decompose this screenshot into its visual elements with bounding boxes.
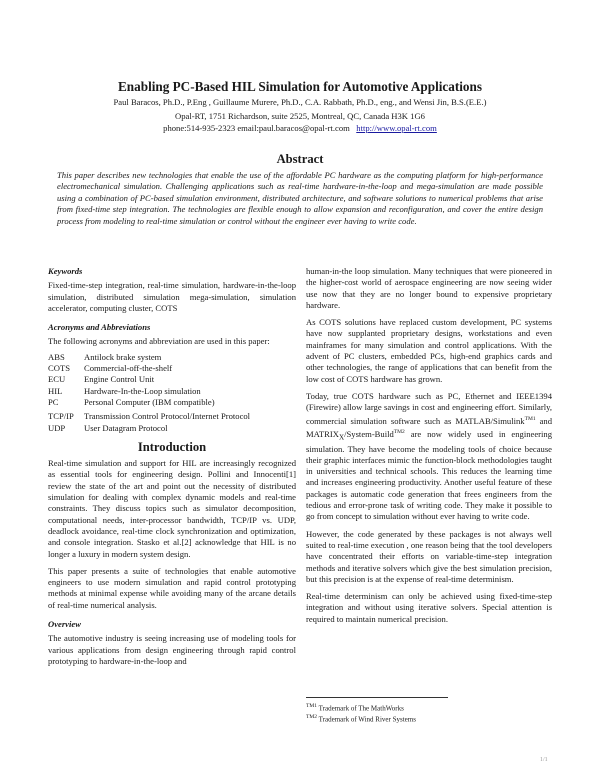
acronym-def: User Datagram Protocol [84, 422, 168, 433]
body-paragraph-3 [306, 391, 552, 523]
acronyms-intro: The following acronyms and abbreviation are used in this paper: [48, 336, 270, 347]
acronym-list [48, 352, 296, 434]
trademark-1-sup: TM1 [524, 415, 536, 422]
affiliation-contact-line [0, 123, 600, 135]
acronym-row [48, 352, 296, 363]
acronym-abbr: ABS [48, 351, 65, 362]
acronym-row [48, 386, 296, 397]
introduction-paragraph-2: This paper presents a suite of technologies that enable automotive engineers to use modern simulation and rapid control prototyping methods at minimal expense while avoiding many of the arcane details of real-time numerical analysis. [48, 565, 296, 610]
overview-heading: Overview [48, 619, 81, 630]
body-paragraph-1: human-in-the loop simulation. Many techniques that were pioneered in the higher-cost world of aerospace engineering are now seeing wider use now that they are no longer bound to expensive proprietary hardware. [306, 266, 552, 310]
acronym-abbr: ECU [48, 374, 66, 385]
author-list: Paul Baracos, Ph.D., P.Eng , Guillaume Murere, Ph.D., C.A. Rabbath, Ph.D., eng., and Wensi Jin, B.S.(E.E.) [113, 97, 487, 107]
acronym-abbr: UDP [48, 422, 66, 433]
acronym-abbr: PC [48, 396, 59, 407]
trademark-2-sup: TM2 [393, 428, 405, 435]
acronym-abbr: TCP/IP [48, 411, 74, 422]
paragraph-3-text-b: and MATRIX [306, 415, 553, 439]
contact-info: phone:514-935-2323 email:paul.baracos@opal-rt.com [163, 122, 350, 133]
page-number: 1/1 [540, 757, 548, 763]
introduction-paragraph-1: Real-time simulation and support for HIL are increasingly recognized as essential tools for engineering design. Pollini and Innocenti[1] review the state of the art and point out the necessity of distributed simulation for dealing with complex dynamic models and real-time constraints. They discuss topics such as simulator decomposition, computational needs, inter-processor bandwidth, TCP/IP vs. UDP, deadlock avoidance, real-time clock synchronization and optimization, and console integration. Stasko et al.[2] acknowledge that HIL is no longer a luxury in modern system design. [48, 458, 296, 559]
body-paragraph-4: However, the code generated by these packages is not always well suited to real-time execution , one reason being that the tool developers have concentrated their efforts on variable-time-step integration methods and iterative solvers which give the best simulation precision, but this precision is at the expense of real-time determinism. [306, 528, 552, 584]
abstract-text: This paper describes new technologies that enable the use of the affordable PC hardware as the computing platform for high-performance electromechanical simulation. Challenging applications such as real-time hardware-in-the-loop and mega-simulation are made possible using a combination of PC-based simulation environment, distributed architecture, and software solutions to numerical problems that arise from fixed-time step integration. The technologies are flexible enough to allow expansion and reconfiguration, and cover the entire design process from modeling to real-time simulation or control without the engineer ever having to write code. [57, 170, 543, 226]
body-paragraph-5: Real-time determinism can only be achieved using fixed-time-step integration and without using iterative solvers. Special attention is required to maintain numerical precision. [306, 591, 552, 624]
overview-paragraph-1: The automotive industry is seeing increasing use of modeling tools for various applications from design engineering through rapid control prototyping to hardware-in-the-loop and [48, 633, 296, 666]
acronym-row [48, 363, 296, 374]
footnotes [306, 702, 416, 725]
matrix-subscript: X [338, 433, 345, 442]
affiliation-block [0, 111, 600, 134]
footnote-text: Trademark of Wind River Systems [317, 715, 416, 724]
acronym-row [48, 423, 296, 434]
footnote-mark: TM1 [306, 703, 317, 709]
acronym-def: Antilock brake system [84, 351, 162, 362]
acronym-def: Engine Control Unit [84, 374, 155, 385]
keywords-text: Fixed-time-step integration, real-time simulation, hardware-in-the-loop simulation, distributed simulation mega-simulation, simulation accelerator, computing cluster, COTS [48, 280, 296, 313]
paragraph-3-text-d: are now widely used in engineering simulation. They have become the modeling tools of choice because their graphic interfaces mimic the function-block methodologies taught in universities and technical schools. This reduces the learning time and increases engineering productivity. Another useful feature of these packages is automatic code generation that frees engineers from the tedious and error-prone task of writing code. They make it possible to go from concept to simulation without ever having to write code. [306, 428, 552, 522]
affiliation-address: Opal-RT, 1751 Richardson, suite 2525, Montreal, QC, Canada H3K 1G6 [175, 111, 425, 121]
right-column [306, 266, 552, 631]
footnote-mark: TM2 [306, 714, 317, 721]
paper-title: Enabling PC-Based HIL Simulation for Automotive Applications [118, 79, 482, 94]
footnote-item [306, 713, 416, 724]
acronym-row [48, 411, 296, 422]
paragraph-3-text-c: /System-Build [344, 428, 394, 439]
introduction-heading: Introduction [137, 439, 207, 454]
website-link[interactable]: http://www.opal-rt.com [356, 122, 437, 133]
abstract-heading: Abstract [276, 152, 324, 166]
left-column [48, 266, 296, 673]
footnote-divider [306, 697, 448, 698]
acronym-abbr: HIL [48, 385, 63, 396]
footnote-text: Trademark of The MathWorks [317, 704, 404, 713]
acronyms-heading: Acronyms and Abbreviations [48, 322, 151, 333]
acronym-def: Hardware-In-the-Loop simulation [84, 385, 201, 396]
footnote-item [306, 702, 416, 713]
acronym-def: Transmission Control Protocol/Internet Protocol [84, 411, 251, 422]
body-paragraph-2: As COTS solutions have replaced custom development, PC systems have now supplanted proprietary designs, workstations and even mainframes for many simulation and control applications. With the advent of PC clusters, embedded PCs, high-end graphics cards and other technologies, the range of applications that can benefit from the low cost of COTS hardware has grown. [306, 317, 552, 384]
acronym-def: Personal Computer (IBM compatible) [84, 396, 215, 407]
keywords-heading: Keywords [48, 266, 83, 276]
acronym-def: Commercial-off-the-shelf [84, 363, 173, 374]
acronym-row [48, 374, 296, 385]
paragraph-3-text-a: Today, true COTS hardware such as PC, Ethernet and IEEE1394 (Firewire) allow large savings in cost and engineering effort. Similarly, commercial simulation software such as MATLAB/Simulink [306, 390, 552, 426]
acronym-row [48, 397, 296, 408]
acronym-abbr: COTS [48, 363, 70, 374]
